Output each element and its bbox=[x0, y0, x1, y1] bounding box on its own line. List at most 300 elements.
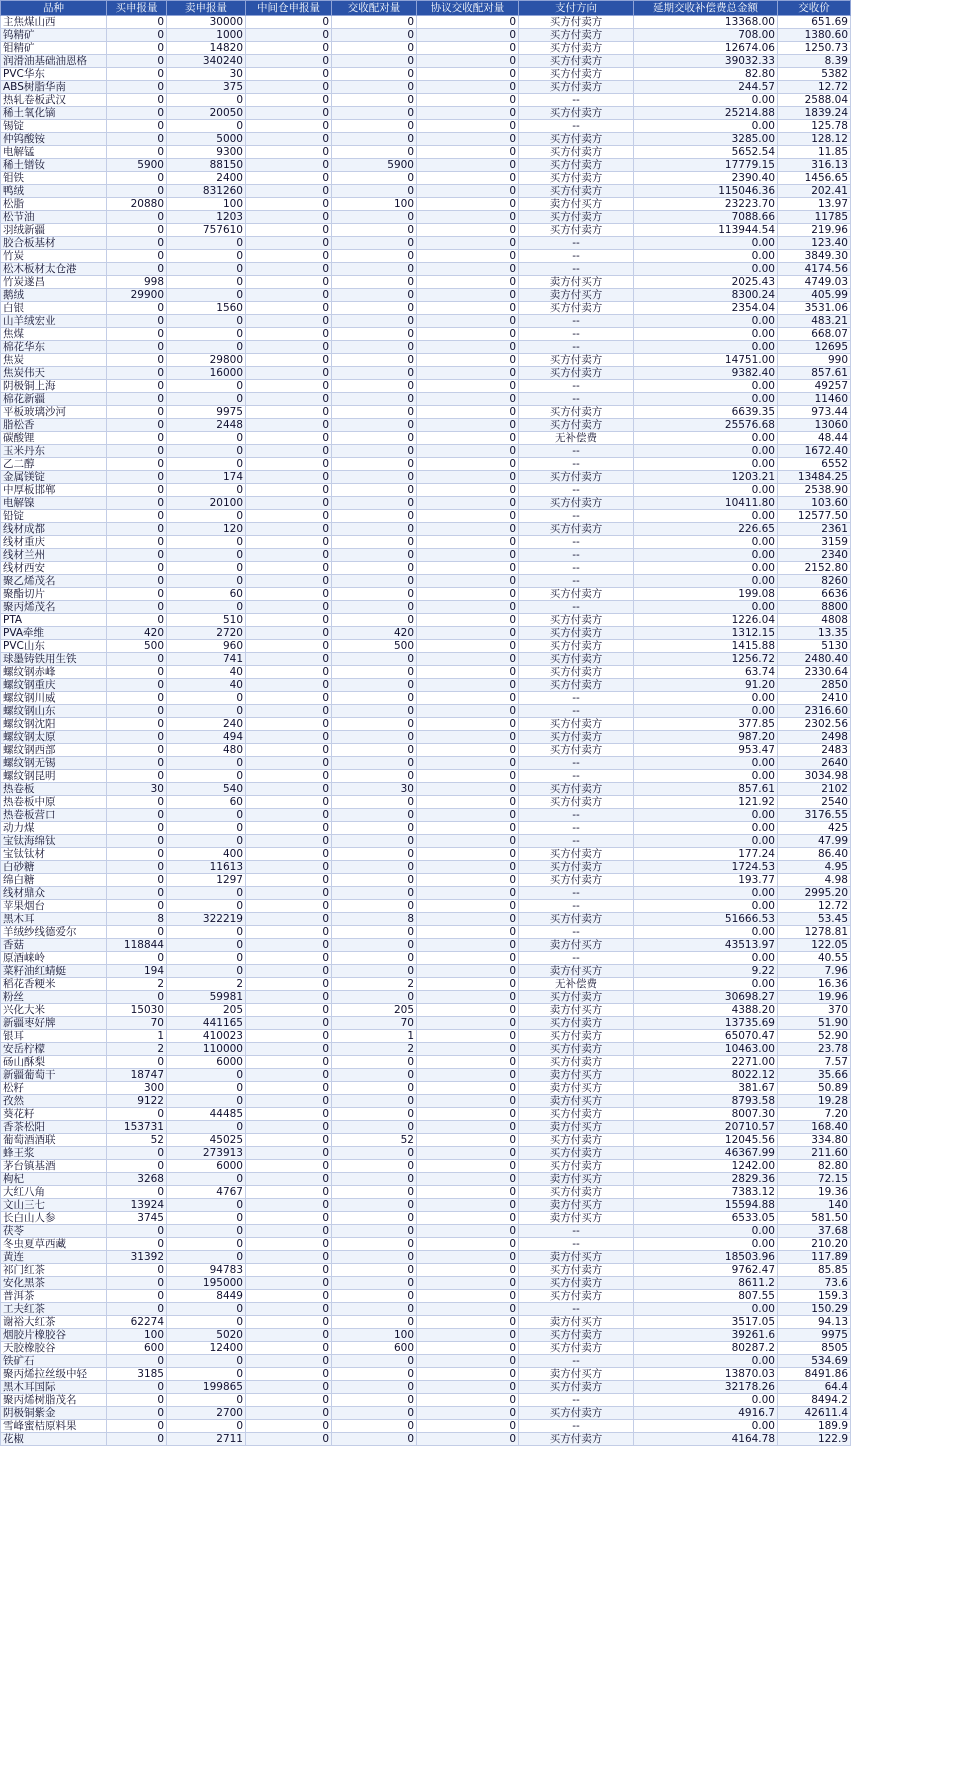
buy-qty-cell: 0 bbox=[107, 250, 167, 263]
table-row[interactable] bbox=[1, 484, 851, 497]
agreement-qty-cell: 0 bbox=[417, 1160, 519, 1173]
sell-qty-cell: 375 bbox=[167, 81, 246, 94]
table-row[interactable] bbox=[1, 627, 851, 640]
table-row[interactable] bbox=[1, 770, 851, 783]
mid-qty-cell: 0 bbox=[246, 1290, 332, 1303]
sell-qty-cell: 0 bbox=[167, 445, 246, 458]
table-row[interactable] bbox=[1, 1277, 851, 1290]
agreement-qty-cell: 0 bbox=[417, 1238, 519, 1251]
table-row[interactable] bbox=[1, 913, 851, 926]
matched-qty-cell: 0 bbox=[332, 601, 417, 614]
variety-cell: 玉米丹东 bbox=[1, 445, 107, 458]
table-row[interactable] bbox=[1, 874, 851, 887]
col-header-buy-qty[interactable]: 买申报量 bbox=[107, 1, 167, 16]
table-row[interactable] bbox=[1, 159, 851, 172]
mid-qty-cell: 0 bbox=[246, 640, 332, 653]
table-row[interactable] bbox=[1, 887, 851, 900]
matched-qty-cell: 0 bbox=[332, 133, 417, 146]
mid-qty-cell: 0 bbox=[246, 29, 332, 42]
pay-direction-cell: -- bbox=[519, 1394, 634, 1407]
buy-qty-cell: 0 bbox=[107, 211, 167, 224]
pay-direction-cell: -- bbox=[519, 458, 634, 471]
variety-cell: 砀山酥梨 bbox=[1, 1056, 107, 1069]
table-row[interactable] bbox=[1, 458, 851, 471]
sell-qty-cell: 0 bbox=[167, 549, 246, 562]
variety-cell: 线材鼎众 bbox=[1, 887, 107, 900]
table-row[interactable] bbox=[1, 1407, 851, 1420]
mid-qty-cell: 0 bbox=[246, 471, 332, 484]
sell-qty-cell: 20100 bbox=[167, 497, 246, 510]
table-row[interactable] bbox=[1, 705, 851, 718]
agreement-qty-cell: 0 bbox=[417, 601, 519, 614]
agreement-qty-cell: 0 bbox=[417, 81, 519, 94]
pay-direction-cell: 卖方付买方 bbox=[519, 1316, 634, 1329]
variety-cell: 平板玻璃沙河 bbox=[1, 406, 107, 419]
table-row[interactable] bbox=[1, 1160, 851, 1173]
delivery-price-cell: 4749.03 bbox=[778, 276, 851, 289]
mid-qty-cell: 0 bbox=[246, 744, 332, 757]
table-row[interactable] bbox=[1, 614, 851, 627]
table-row[interactable] bbox=[1, 822, 851, 835]
table-row[interactable] bbox=[1, 861, 851, 874]
table-row[interactable] bbox=[1, 549, 851, 562]
variety-cell: 螺纹钢昆明 bbox=[1, 770, 107, 783]
table-row[interactable] bbox=[1, 588, 851, 601]
table-row[interactable] bbox=[1, 601, 851, 614]
table-row[interactable] bbox=[1, 809, 851, 822]
table-row[interactable] bbox=[1, 1056, 851, 1069]
delivery-price-cell: 2361 bbox=[778, 523, 851, 536]
mid-qty-cell: 0 bbox=[246, 1004, 332, 1017]
delivery-price-cell: 35.66 bbox=[778, 1069, 851, 1082]
matched-qty-cell: 0 bbox=[332, 1069, 417, 1082]
variety-cell: 电解锰 bbox=[1, 146, 107, 159]
table-row[interactable] bbox=[1, 263, 851, 276]
table-row[interactable] bbox=[1, 1316, 851, 1329]
table-row[interactable] bbox=[1, 68, 851, 81]
table-row[interactable] bbox=[1, 757, 851, 770]
agreement-qty-cell: 0 bbox=[417, 289, 519, 302]
matched-qty-cell: 0 bbox=[332, 1212, 417, 1225]
sell-qty-cell: 14820 bbox=[167, 42, 246, 55]
table-row[interactable] bbox=[1, 471, 851, 484]
table-row[interactable] bbox=[1, 406, 851, 419]
compensation-cell: 0.00 bbox=[634, 94, 778, 107]
matched-qty-cell: 0 bbox=[332, 172, 417, 185]
table-row[interactable] bbox=[1, 302, 851, 315]
table-row[interactable] bbox=[1, 978, 851, 991]
mid-qty-cell: 0 bbox=[246, 1108, 332, 1121]
delivery-price-cell: 534.69 bbox=[778, 1355, 851, 1368]
col-header-compensation[interactable]: 延期交收补偿费总金额 bbox=[634, 1, 778, 16]
table-row[interactable] bbox=[1, 1108, 851, 1121]
table-row[interactable] bbox=[1, 81, 851, 94]
agreement-qty-cell: 0 bbox=[417, 783, 519, 796]
table-row[interactable] bbox=[1, 835, 851, 848]
delivery-price-cell: 125.78 bbox=[778, 120, 851, 133]
delivery-price-cell: 140 bbox=[778, 1199, 851, 1212]
sell-qty-cell: 0 bbox=[167, 1420, 246, 1433]
table-row[interactable] bbox=[1, 393, 851, 406]
table-row[interactable] bbox=[1, 536, 851, 549]
agreement-qty-cell: 0 bbox=[417, 276, 519, 289]
pay-direction-cell: 卖方付买方 bbox=[519, 1368, 634, 1381]
compensation-cell: 0.00 bbox=[634, 432, 778, 445]
table-row[interactable] bbox=[1, 718, 851, 731]
matched-qty-cell: 0 bbox=[332, 1225, 417, 1238]
buy-qty-cell: 0 bbox=[107, 679, 167, 692]
table-row[interactable] bbox=[1, 419, 851, 432]
table-row[interactable] bbox=[1, 497, 851, 510]
compensation-cell: 63.74 bbox=[634, 666, 778, 679]
table-row[interactable] bbox=[1, 328, 851, 341]
matched-qty-cell: 0 bbox=[332, 237, 417, 250]
table-row[interactable] bbox=[1, 1082, 851, 1095]
delivery-price-cell: 2330.64 bbox=[778, 666, 851, 679]
mid-qty-cell: 0 bbox=[246, 575, 332, 588]
table-row[interactable] bbox=[1, 94, 851, 107]
table-row[interactable] bbox=[1, 120, 851, 133]
table-row[interactable] bbox=[1, 679, 851, 692]
table-row[interactable] bbox=[1, 315, 851, 328]
delivery-price-cell: 122.05 bbox=[778, 939, 851, 952]
table-row[interactable] bbox=[1, 1368, 851, 1381]
mid-qty-cell: 0 bbox=[246, 822, 332, 835]
table-row[interactable] bbox=[1, 1134, 851, 1147]
table-row[interactable] bbox=[1, 354, 851, 367]
delivery-price-cell: 51.90 bbox=[778, 1017, 851, 1030]
matched-qty-cell: 0 bbox=[332, 42, 417, 55]
sell-qty-cell: 741 bbox=[167, 653, 246, 666]
table-row[interactable] bbox=[1, 16, 851, 29]
sell-qty-cell: 59981 bbox=[167, 991, 246, 1004]
table-row[interactable] bbox=[1, 653, 851, 666]
matched-qty-cell: 0 bbox=[332, 575, 417, 588]
sell-qty-cell: 88150 bbox=[167, 159, 246, 172]
variety-cell: 线材兰州 bbox=[1, 549, 107, 562]
mid-qty-cell: 0 bbox=[246, 692, 332, 705]
table-row[interactable] bbox=[1, 55, 851, 68]
matched-qty-cell: 0 bbox=[332, 471, 417, 484]
table-row[interactable] bbox=[1, 367, 851, 380]
table-row[interactable] bbox=[1, 380, 851, 393]
table-row[interactable] bbox=[1, 250, 851, 263]
variety-cell: 粉丝 bbox=[1, 991, 107, 1004]
matched-qty-cell: 0 bbox=[332, 835, 417, 848]
table-row[interactable] bbox=[1, 211, 851, 224]
table-row[interactable] bbox=[1, 432, 851, 445]
compensation-cell: 17779.15 bbox=[634, 159, 778, 172]
mid-qty-cell: 0 bbox=[246, 796, 332, 809]
table-row[interactable] bbox=[1, 1225, 851, 1238]
mid-qty-cell: 0 bbox=[246, 1355, 332, 1368]
mid-qty-cell: 0 bbox=[246, 809, 332, 822]
sell-qty-cell: 0 bbox=[167, 315, 246, 328]
table-row[interactable] bbox=[1, 1043, 851, 1056]
variety-cell: 金属镁锭 bbox=[1, 471, 107, 484]
table-row[interactable] bbox=[1, 731, 851, 744]
compensation-cell: 3517.05 bbox=[634, 1316, 778, 1329]
table-row[interactable] bbox=[1, 1017, 851, 1030]
table-row[interactable] bbox=[1, 523, 851, 536]
sell-qty-cell: 757610 bbox=[167, 224, 246, 237]
compensation-cell: 0.00 bbox=[634, 549, 778, 562]
delivery-price-cell: 13060 bbox=[778, 419, 851, 432]
delivery-price-cell: 990 bbox=[778, 354, 851, 367]
mid-qty-cell: 0 bbox=[246, 367, 332, 380]
table-row[interactable] bbox=[1, 1069, 851, 1082]
pay-direction-cell: -- bbox=[519, 549, 634, 562]
buy-qty-cell: 0 bbox=[107, 822, 167, 835]
delivery-price-cell: 651.69 bbox=[778, 16, 851, 29]
matched-qty-cell: 0 bbox=[332, 1316, 417, 1329]
buy-qty-cell: 0 bbox=[107, 614, 167, 627]
pay-direction-cell: -- bbox=[519, 1355, 634, 1368]
table-row[interactable] bbox=[1, 900, 851, 913]
compensation-cell: 0.00 bbox=[634, 562, 778, 575]
sell-qty-cell: 0 bbox=[167, 770, 246, 783]
variety-cell: 阴极铜上海 bbox=[1, 380, 107, 393]
table-row[interactable] bbox=[1, 172, 851, 185]
table-row[interactable] bbox=[1, 926, 851, 939]
agreement-qty-cell: 0 bbox=[417, 107, 519, 120]
pay-direction-cell: 买方付卖方 bbox=[519, 1186, 634, 1199]
pay-direction-cell: 买方付卖方 bbox=[519, 1433, 634, 1446]
compensation-cell: 39261.6 bbox=[634, 1329, 778, 1342]
table-row[interactable] bbox=[1, 133, 851, 146]
sell-qty-cell: 60 bbox=[167, 588, 246, 601]
col-header-delivery-price[interactable]: 交收价 bbox=[778, 1, 851, 16]
sell-qty-cell: 100 bbox=[167, 198, 246, 211]
table-row[interactable] bbox=[1, 1303, 851, 1316]
variety-cell: 新疆枣好牌 bbox=[1, 1017, 107, 1030]
variety-cell: 螺纹钢赤峰 bbox=[1, 666, 107, 679]
table-row[interactable] bbox=[1, 42, 851, 55]
agreement-qty-cell: 0 bbox=[417, 250, 519, 263]
pay-direction-cell: 买方付卖方 bbox=[519, 471, 634, 484]
matched-qty-cell: 0 bbox=[332, 510, 417, 523]
sell-qty-cell: 273913 bbox=[167, 1147, 246, 1160]
table-row[interactable] bbox=[1, 276, 851, 289]
table-row[interactable] bbox=[1, 1212, 851, 1225]
agreement-qty-cell: 0 bbox=[417, 328, 519, 341]
table-row[interactable] bbox=[1, 1342, 851, 1355]
mid-qty-cell: 0 bbox=[246, 146, 332, 159]
delivery-price-cell: 370 bbox=[778, 1004, 851, 1017]
variety-cell: 螺纹钢西部 bbox=[1, 744, 107, 757]
compensation-cell: 0.00 bbox=[634, 887, 778, 900]
table-row[interactable] bbox=[1, 783, 851, 796]
mid-qty-cell: 0 bbox=[246, 731, 332, 744]
matched-qty-cell: 0 bbox=[332, 1407, 417, 1420]
table-row[interactable] bbox=[1, 991, 851, 1004]
agreement-qty-cell: 0 bbox=[417, 237, 519, 250]
table-row[interactable] bbox=[1, 198, 851, 211]
mid-qty-cell: 0 bbox=[246, 1238, 332, 1251]
table-row[interactable] bbox=[1, 1004, 851, 1017]
table-row[interactable] bbox=[1, 1355, 851, 1368]
table-row[interactable] bbox=[1, 1121, 851, 1134]
sell-qty-cell: 0 bbox=[167, 562, 246, 575]
table-row[interactable] bbox=[1, 952, 851, 965]
table-row[interactable] bbox=[1, 1433, 851, 1446]
delivery-price-cell: 19.36 bbox=[778, 1186, 851, 1199]
pay-direction-cell: -- bbox=[519, 120, 634, 133]
buy-qty-cell: 0 bbox=[107, 744, 167, 757]
matched-qty-cell: 2 bbox=[332, 1043, 417, 1056]
buy-qty-cell: 0 bbox=[107, 367, 167, 380]
table-row[interactable] bbox=[1, 1264, 851, 1277]
matched-qty-cell: 0 bbox=[332, 744, 417, 757]
agreement-qty-cell: 0 bbox=[417, 627, 519, 640]
buy-qty-cell: 0 bbox=[107, 1056, 167, 1069]
col-header-sell-qty[interactable]: 卖申报量 bbox=[167, 1, 246, 16]
table-row[interactable] bbox=[1, 1095, 851, 1108]
sell-qty-cell: 0 bbox=[167, 692, 246, 705]
delivery-price-cell: 2540 bbox=[778, 796, 851, 809]
col-header-matched-qty[interactable]: 交收配对量 bbox=[332, 1, 417, 16]
col-header-pay-direction[interactable]: 支付方向 bbox=[519, 1, 634, 16]
matched-qty-cell: 0 bbox=[332, 705, 417, 718]
delivery-price-cell: 4.95 bbox=[778, 861, 851, 874]
table-row[interactable] bbox=[1, 1420, 851, 1433]
variety-cell: 葵花籽 bbox=[1, 1108, 107, 1121]
delivery-price-cell: 2152.80 bbox=[778, 562, 851, 575]
compensation-cell: 1724.53 bbox=[634, 861, 778, 874]
matched-qty-cell: 0 bbox=[332, 1121, 417, 1134]
table-row[interactable] bbox=[1, 796, 851, 809]
compensation-cell: 0.00 bbox=[634, 952, 778, 965]
matched-qty-cell: 600 bbox=[332, 1342, 417, 1355]
delivery-price-cell: 973.44 bbox=[778, 406, 851, 419]
table-row[interactable] bbox=[1, 666, 851, 679]
table-row[interactable] bbox=[1, 1173, 851, 1186]
sell-qty-cell: 8449 bbox=[167, 1290, 246, 1303]
delivery-price-cell: 11460 bbox=[778, 393, 851, 406]
table-row[interactable] bbox=[1, 848, 851, 861]
col-header-variety[interactable]: 品种 bbox=[1, 1, 107, 16]
table-row[interactable] bbox=[1, 341, 851, 354]
header-row bbox=[1, 1, 851, 16]
pay-direction-cell: 卖方付买方 bbox=[519, 276, 634, 289]
buy-qty-cell: 29900 bbox=[107, 289, 167, 302]
delivery-price-cell: 23.78 bbox=[778, 1043, 851, 1056]
mid-qty-cell: 0 bbox=[246, 835, 332, 848]
table-row[interactable] bbox=[1, 1186, 851, 1199]
table-row[interactable] bbox=[1, 107, 851, 120]
table-row[interactable] bbox=[1, 146, 851, 159]
mid-qty-cell: 0 bbox=[246, 107, 332, 120]
sell-qty-cell: 5020 bbox=[167, 1329, 246, 1342]
matched-qty-cell: 0 bbox=[332, 1368, 417, 1381]
pay-direction-cell: 买方付卖方 bbox=[519, 1017, 634, 1030]
sell-qty-cell: 45025 bbox=[167, 1134, 246, 1147]
table-row[interactable] bbox=[1, 939, 851, 952]
table-row[interactable] bbox=[1, 1251, 851, 1264]
pay-direction-cell: -- bbox=[519, 770, 634, 783]
table-row[interactable] bbox=[1, 1030, 851, 1043]
table-row[interactable] bbox=[1, 1394, 851, 1407]
compensation-cell: 857.61 bbox=[634, 783, 778, 796]
delivery-price-cell: 1672.40 bbox=[778, 445, 851, 458]
mid-qty-cell: 0 bbox=[246, 315, 332, 328]
pay-direction-cell: -- bbox=[519, 237, 634, 250]
buy-qty-cell: 0 bbox=[107, 354, 167, 367]
buy-qty-cell: 0 bbox=[107, 1407, 167, 1420]
table-row[interactable] bbox=[1, 1199, 851, 1212]
buy-qty-cell: 0 bbox=[107, 341, 167, 354]
table-row[interactable] bbox=[1, 1290, 851, 1303]
table-row[interactable] bbox=[1, 562, 851, 575]
table-row[interactable] bbox=[1, 640, 851, 653]
table-row[interactable] bbox=[1, 185, 851, 198]
compensation-cell: 51666.53 bbox=[634, 913, 778, 926]
mid-qty-cell: 0 bbox=[246, 1251, 332, 1264]
agreement-qty-cell: 0 bbox=[417, 1056, 519, 1069]
pay-direction-cell: 买方付卖方 bbox=[519, 159, 634, 172]
compensation-cell: 807.55 bbox=[634, 1290, 778, 1303]
variety-cell: 棉花新疆 bbox=[1, 393, 107, 406]
variety-cell: 香菇 bbox=[1, 939, 107, 952]
agreement-qty-cell: 0 bbox=[417, 354, 519, 367]
col-header-agreement-qty[interactable]: 协议交收配对量 bbox=[417, 1, 519, 16]
table-row[interactable] bbox=[1, 1329, 851, 1342]
agreement-qty-cell: 0 bbox=[417, 1433, 519, 1446]
table-row[interactable] bbox=[1, 965, 851, 978]
mid-qty-cell: 0 bbox=[246, 55, 332, 68]
col-header-mid-qty[interactable]: 中间仓申报量 bbox=[246, 1, 332, 16]
table-row[interactable] bbox=[1, 1147, 851, 1160]
mid-qty-cell: 0 bbox=[246, 679, 332, 692]
table-row[interactable] bbox=[1, 744, 851, 757]
variety-cell: 白银 bbox=[1, 302, 107, 315]
variety-cell: 苹果烟台 bbox=[1, 900, 107, 913]
table-row[interactable] bbox=[1, 1238, 851, 1251]
mid-qty-cell: 0 bbox=[246, 1030, 332, 1043]
table-row[interactable] bbox=[1, 224, 851, 237]
pay-direction-cell: 买方付卖方 bbox=[519, 913, 634, 926]
compensation-cell: 708.00 bbox=[634, 29, 778, 42]
table-row[interactable] bbox=[1, 692, 851, 705]
table-row[interactable] bbox=[1, 575, 851, 588]
table-row[interactable] bbox=[1, 289, 851, 302]
compensation-cell: 8007.30 bbox=[634, 1108, 778, 1121]
table-row[interactable] bbox=[1, 445, 851, 458]
buy-qty-cell: 0 bbox=[107, 81, 167, 94]
table-row[interactable] bbox=[1, 510, 851, 523]
matched-qty-cell: 0 bbox=[332, 731, 417, 744]
pay-direction-cell: 卖方付买方 bbox=[519, 965, 634, 978]
mid-qty-cell: 0 bbox=[246, 1082, 332, 1095]
agreement-qty-cell: 0 bbox=[417, 94, 519, 107]
table-row[interactable] bbox=[1, 29, 851, 42]
delivery-price-cell: 2640 bbox=[778, 757, 851, 770]
matched-qty-cell: 0 bbox=[332, 666, 417, 679]
pay-direction-cell: 买方付卖方 bbox=[519, 1147, 634, 1160]
pay-direction-cell: 买方付卖方 bbox=[519, 1108, 634, 1121]
variety-cell: PVA牵维 bbox=[1, 627, 107, 640]
table-row[interactable] bbox=[1, 237, 851, 250]
agreement-qty-cell: 0 bbox=[417, 1303, 519, 1316]
pay-direction-cell: 买方付卖方 bbox=[519, 640, 634, 653]
delivery-price-cell: 12577.50 bbox=[778, 510, 851, 523]
sell-qty-cell: 6000 bbox=[167, 1056, 246, 1069]
compensation-cell: 377.85 bbox=[634, 718, 778, 731]
compensation-cell: 0.00 bbox=[634, 692, 778, 705]
table-row[interactable] bbox=[1, 1381, 851, 1394]
pay-direction-cell: 买方付卖方 bbox=[519, 731, 634, 744]
matched-qty-cell: 0 bbox=[332, 614, 417, 627]
